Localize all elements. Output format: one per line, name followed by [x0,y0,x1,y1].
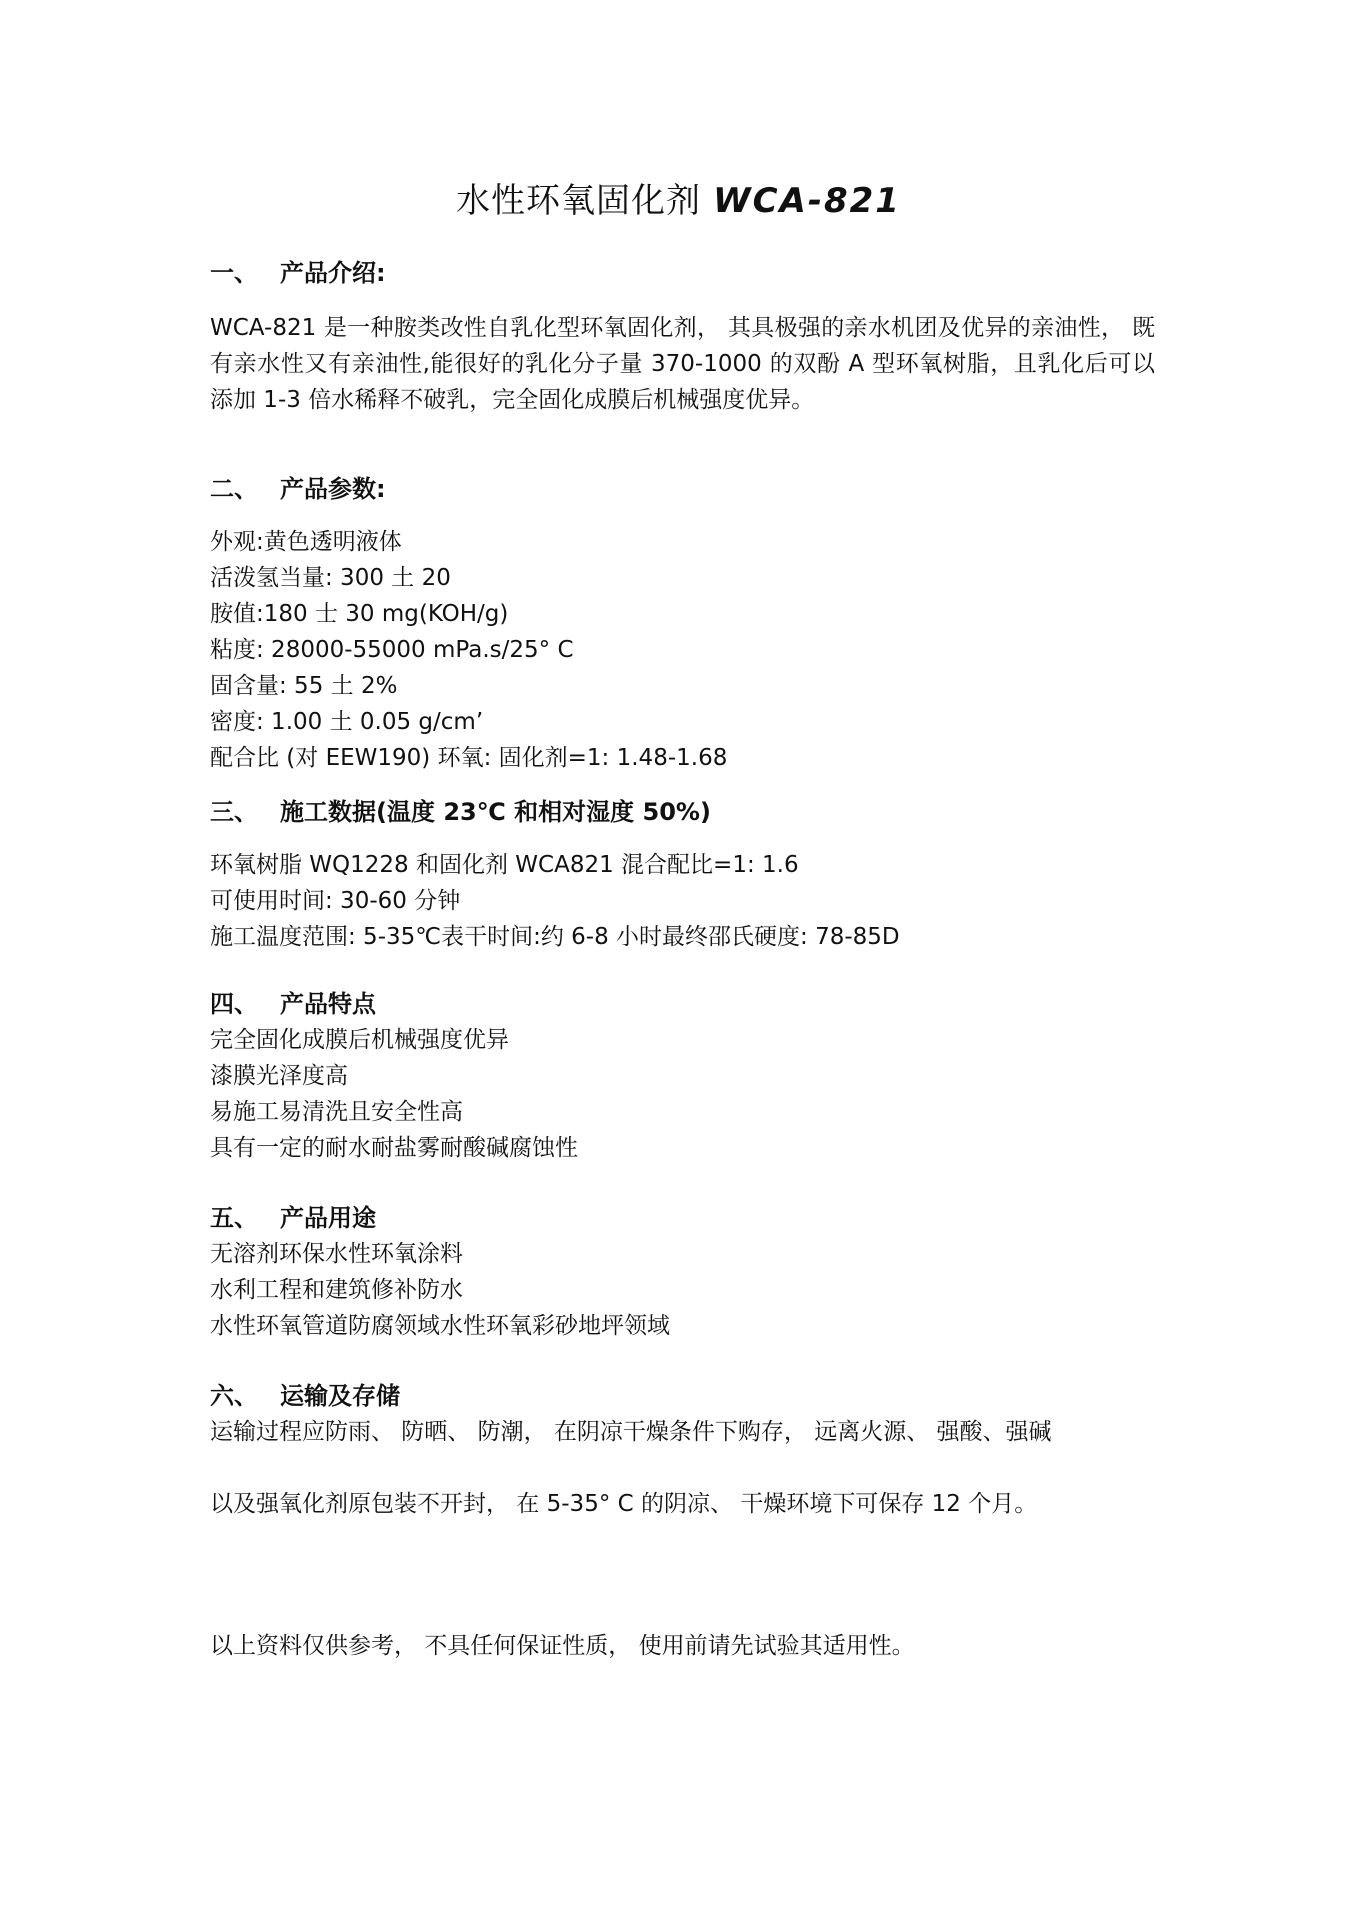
section-heading-params [210,471,386,507]
page-title [0,178,1357,224]
section-heading-features [210,986,376,1022]
section-heading-application [210,794,711,830]
disclaimer: 以上资料仅供参考， 不具任何保证性质， 使用前请先试验其适用性。 [210,1633,915,1659]
section-number: 四、 [210,990,258,1018]
application-line: 施工温度范围: 5-35℃表干时间:约 6-8 小时最终邵氏硬度: 78-85D [210,924,900,950]
use-line: 水性环氧管道防腐领域水性环氧彩砂地坪领域 [210,1313,670,1339]
feature-line: 完全固化成膜后机械强度优异 [210,1027,509,1053]
section-number: 六、 [210,1382,258,1410]
section-title: 产品介绍: [280,259,386,287]
section-number: 二、 [210,475,258,503]
param-line: 配合比 (对 EEW190) 环氧: 固化剂=1: 1.48-1.68 [210,745,728,771]
param-line: 胺值:180 士 30 mg(KOH/g) [210,601,509,627]
param-line: 外观:黄色透明液体 [210,529,402,555]
storage-paragraph-1: 运输过程应防雨、 防晒、 防潮， 在阴凉干燥条件下购存， 远离火源、 强酸、强碱 [210,1419,1052,1445]
storage-paragraph-2: 以及强氧化剂原包装不开封， 在 5-35° C 的阴凉、 干燥环境下可保存 12 个月。 [210,1491,1038,1517]
param-line: 粘度: 28000-55000 mPa.s/25° C [210,637,574,663]
intro-paragraph: WCA-821 是一种胺类改性自乳化型环氧固化剂， 其具极强的亲水机团及优异的亲油性， 既有亲水性又有亲油性,能很好的乳化分子量 370-1000 的双酚 A 型环氧树脂，且乳化后可以添加 1-3 倍水稀释不破乳，完全固化成膜后机械强度优异。 [210,315,1155,413]
application-line: 可使用时间: 30-60 分钟 [210,888,461,914]
feature-line: 漆膜光泽度高 [210,1063,348,1089]
application-line: 环氧树脂 WQ1228 和固化剂 WCA821 混合配比=1: 1.6 [210,852,799,878]
use-line: 水利工程和建筑修补防水 [210,1277,463,1303]
feature-line: 具有一定的耐水耐盐雾耐酸碱腐蚀性 [210,1135,578,1161]
title-model: WCA-821 [713,181,901,221]
title-main: 水性环氧固化剂 [456,181,702,221]
section-title: 产品参数: [280,475,386,503]
section-title: 产品用途 [280,1204,376,1232]
section-title: 施工数据(温度 23℃ 和相对湿度 50%) [280,798,711,826]
section-number: 一、 [210,259,258,287]
param-line: 密度: 1.00 土 0.05 g/cm’ [210,709,484,735]
section-heading-uses [210,1200,376,1236]
section-title: 运输及存储 [280,1382,400,1410]
param-line: 固含量: 55 土 2% [210,673,398,699]
section-heading-intro [210,255,386,291]
section-heading-storage [210,1378,400,1414]
use-line: 无溶剂环保水性环氧涂料 [210,1241,463,1267]
section-number: 三、 [210,798,258,826]
param-line: 活泼氢当量: 300 土 20 [210,565,451,591]
feature-line: 易施工易清洗且安全性高 [210,1099,463,1125]
section-number: 五、 [210,1204,258,1232]
section-title: 产品特点 [280,990,376,1018]
